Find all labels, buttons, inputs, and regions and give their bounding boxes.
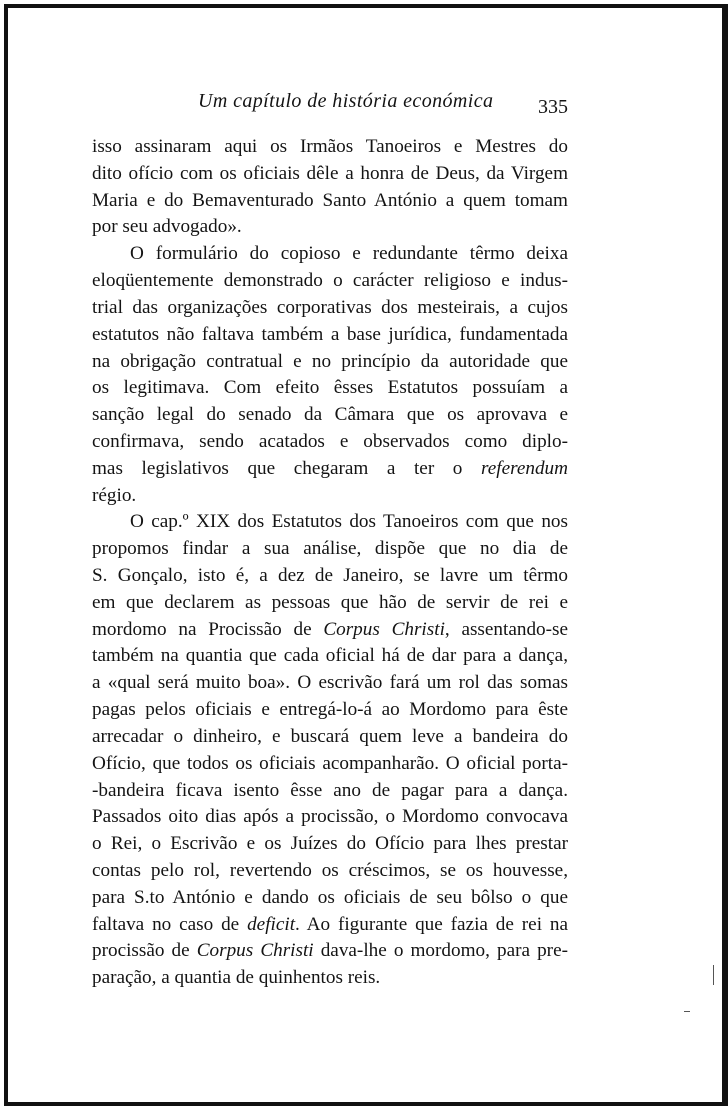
italic-term: Corpus Christi [196, 940, 314, 962]
text-line: arrecadar o dinheiro, e buscará quem leve a bandeira do [92, 725, 568, 747]
text-segment: , assentando-se [444, 618, 568, 640]
text-line: -bandeira ficava isento êsse ano de pagar para a dança. [92, 779, 568, 801]
text-line: trial das organizações corporativas dos mesteirais, a cujos [92, 296, 568, 318]
page-number: 335 [538, 96, 568, 118]
text-line: Ofício, que todos os oficiais acompanharão. O oficial porta- [92, 752, 568, 774]
text-segment: faltava no caso de [92, 913, 248, 935]
text-line: S. Gonçalo, isto é, a dez de Janeiro, se lavre um têrmo [92, 565, 568, 586]
text-segment: mas legislativos que chegaram a ter o [92, 457, 481, 479]
italic-term: deficit [247, 913, 296, 935]
paragraph-start-line: O formulário do copioso e redundante têrmo deixa [130, 243, 568, 265]
italic-term: referendum [480, 457, 568, 479]
text-line: pagas pelos oficiais e entregá-lo-á ao Mordomo para êste [92, 699, 568, 721]
text-line: o Rei, o Escrivão e os Juízes do Ofício para lhes prestar [92, 833, 568, 855]
text-line: por seu advogado». [92, 216, 242, 238]
text-line: em que declarem as pessoas que hão de servir de rei e [92, 591, 568, 613]
text-line: também na quantia que cada oficial há de dar para a dança, [92, 645, 568, 667]
text-line: paração, a quantia de quinhentos reis. [92, 967, 381, 989]
text-line: dito ofício com os oficiais dêle a honra de Deus, da Virgem [92, 162, 568, 184]
text-line: contas pelo rol, revertendo os créscimos, se os houvesse, [92, 859, 568, 881]
text-segment: procissão de [92, 940, 197, 962]
text-line [92, 912, 568, 939]
text-line: régio. [92, 484, 137, 506]
text-segment: dava-lhe o mordomo, para pre- [313, 940, 568, 962]
text-line [92, 938, 568, 965]
page-header [92, 86, 570, 126]
text-line: os legitimava. Com efeito êsses Estatutos possuíam a [92, 377, 568, 399]
text-segment: . Ao figurante que fazia de rei na [295, 913, 568, 935]
text-line: a «qual será muito boa». O escrivão fará um rol das somas [92, 672, 568, 694]
text-line: confirmava, sendo acatados e observados como diplo- [92, 430, 568, 452]
text-line: isso assinaram aqui os Irmãos Tanoeiros e Mestres do [92, 136, 568, 157]
paragraph-start-line: O cap.º XIX dos Estatutos dos Tanoeiros com que nos [130, 511, 568, 533]
text-line: sanção legal do senado da Câmara que os aprovava e [92, 404, 568, 426]
text-line [92, 456, 568, 483]
body-text [92, 134, 568, 992]
text-line: propomos findar a sua análise, dispõe que no dia de [92, 538, 568, 560]
scan-speck [684, 1011, 690, 1012]
italic-term: Corpus Christi [323, 618, 445, 640]
text-segment: mordomo na Procissão de [92, 618, 324, 640]
text-line [92, 617, 568, 644]
text-line: Maria e do Bemaventurado Santo António a quem tomam [92, 189, 568, 211]
scan-speck [713, 965, 714, 985]
text-line: na obrigação contratual e no princípio da autoridade que [92, 350, 568, 372]
running-title: Um capítulo de história económica [198, 90, 494, 112]
text-line: eloqüentemente demonstrado o carácter religioso e indus- [92, 270, 568, 292]
text-line: estatutos não faltava também a base jurídica, fundamentada [92, 323, 568, 345]
text-line: Passados oito dias após a procissão, o Mordomo convocava [92, 806, 568, 828]
text-line: para S.to António e dando os oficiais de seu bôlso o que [92, 886, 568, 908]
